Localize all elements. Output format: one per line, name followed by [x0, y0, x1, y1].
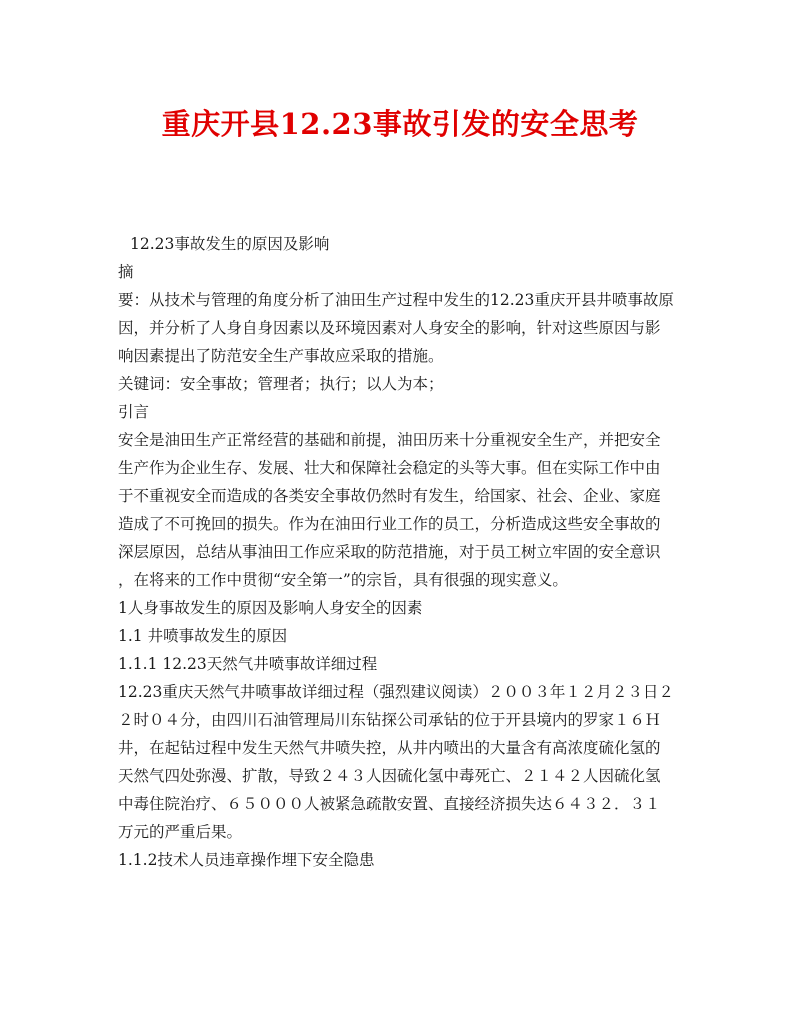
detail-paragraph-line: 天然气四处弥漫、扩散，导致２４３人因硫化氢中毒死亡、２１４２人因硫化氢 — [118, 767, 661, 785]
intro-paragraph-line: ，在将来的工作中贯彻“安全第一”的宗旨，具有很强的现实意义。 — [118, 571, 568, 589]
abstract-line: 响因素提出了防范安全生产事故应采取的措施。 — [118, 347, 444, 365]
subsection-heading: 1.1 井喷事故发生的原因 — [118, 627, 288, 645]
abstract-line: 因，并分析了人身自身因素以及环境因素对人身安全的影响，针对这些原因与影 — [118, 319, 661, 337]
detail-paragraph-line: 12.23重庆天然气井喷事故详细过程（强烈建议阅读）２００３年１２月２３日２ — [118, 683, 674, 701]
intro-heading: 引言 — [118, 403, 150, 421]
intro-paragraph-line: 深层原因，总结从事油田工作应采取的防范措施，对于员工树立牢固的安全意识 — [118, 543, 661, 561]
subsubsection-heading: 1.1.2技术人员违章操作埋下安全隐患 — [118, 851, 375, 869]
chapter-heading: 1人身事故发生的原因及影响人身安全的因素 — [118, 599, 423, 617]
subsubsection-heading: 1.1.1 12.23天然气井喷事故详细过程 — [118, 655, 378, 673]
document-title: 重庆开县12.23事故引发的安全思考 — [161, 107, 639, 141]
keywords-line: 关键词：安全事故；管理者；执行；以人为本； — [118, 375, 444, 393]
detail-paragraph-line: 万元的严重后果。 — [118, 823, 243, 841]
intro-paragraph-line: 造成了不可挽回的损失。作为在油田行业工作的员工，分析造成这些安全事故的 — [118, 515, 661, 533]
detail-paragraph-line: 井，在起钻过程中发生天然气井喷失控，从井内喷出的大量含有高浓度硫化氢的 — [118, 739, 661, 757]
detail-paragraph-line: 中毒住院治疗、６５０００人被紧急疏散安置、直接经济损失达６４３２．３１ — [118, 795, 661, 813]
intro-paragraph-line: 安全是油田生产正常经营的基础和前提，油田历来十分重视安全生产，并把安全 — [118, 431, 661, 449]
abstract-label: 摘 — [118, 263, 134, 281]
document-body — [118, 230, 684, 874]
detail-paragraph-line: ２时０４分，由四川石油管理局川东钻探公司承钻的位于开县境内的罗家１６Ｈ — [118, 711, 661, 729]
intro-paragraph-line: 生产作为企业生存、发展、壮大和保障社会稳定的头等大事。但在实际工作中由 — [118, 459, 661, 477]
abstract-line: 要：从技术与管理的角度分析了油田生产过程中发生的12.23重庆开县井喷事故原 — [118, 291, 674, 309]
section-heading: 12.23事故发生的原因及影响 — [130, 235, 330, 253]
intro-paragraph-line: 于不重视安全而造成的各类安全事故仍然时有发生，给国家、社会、企业、家庭 — [118, 487, 661, 505]
